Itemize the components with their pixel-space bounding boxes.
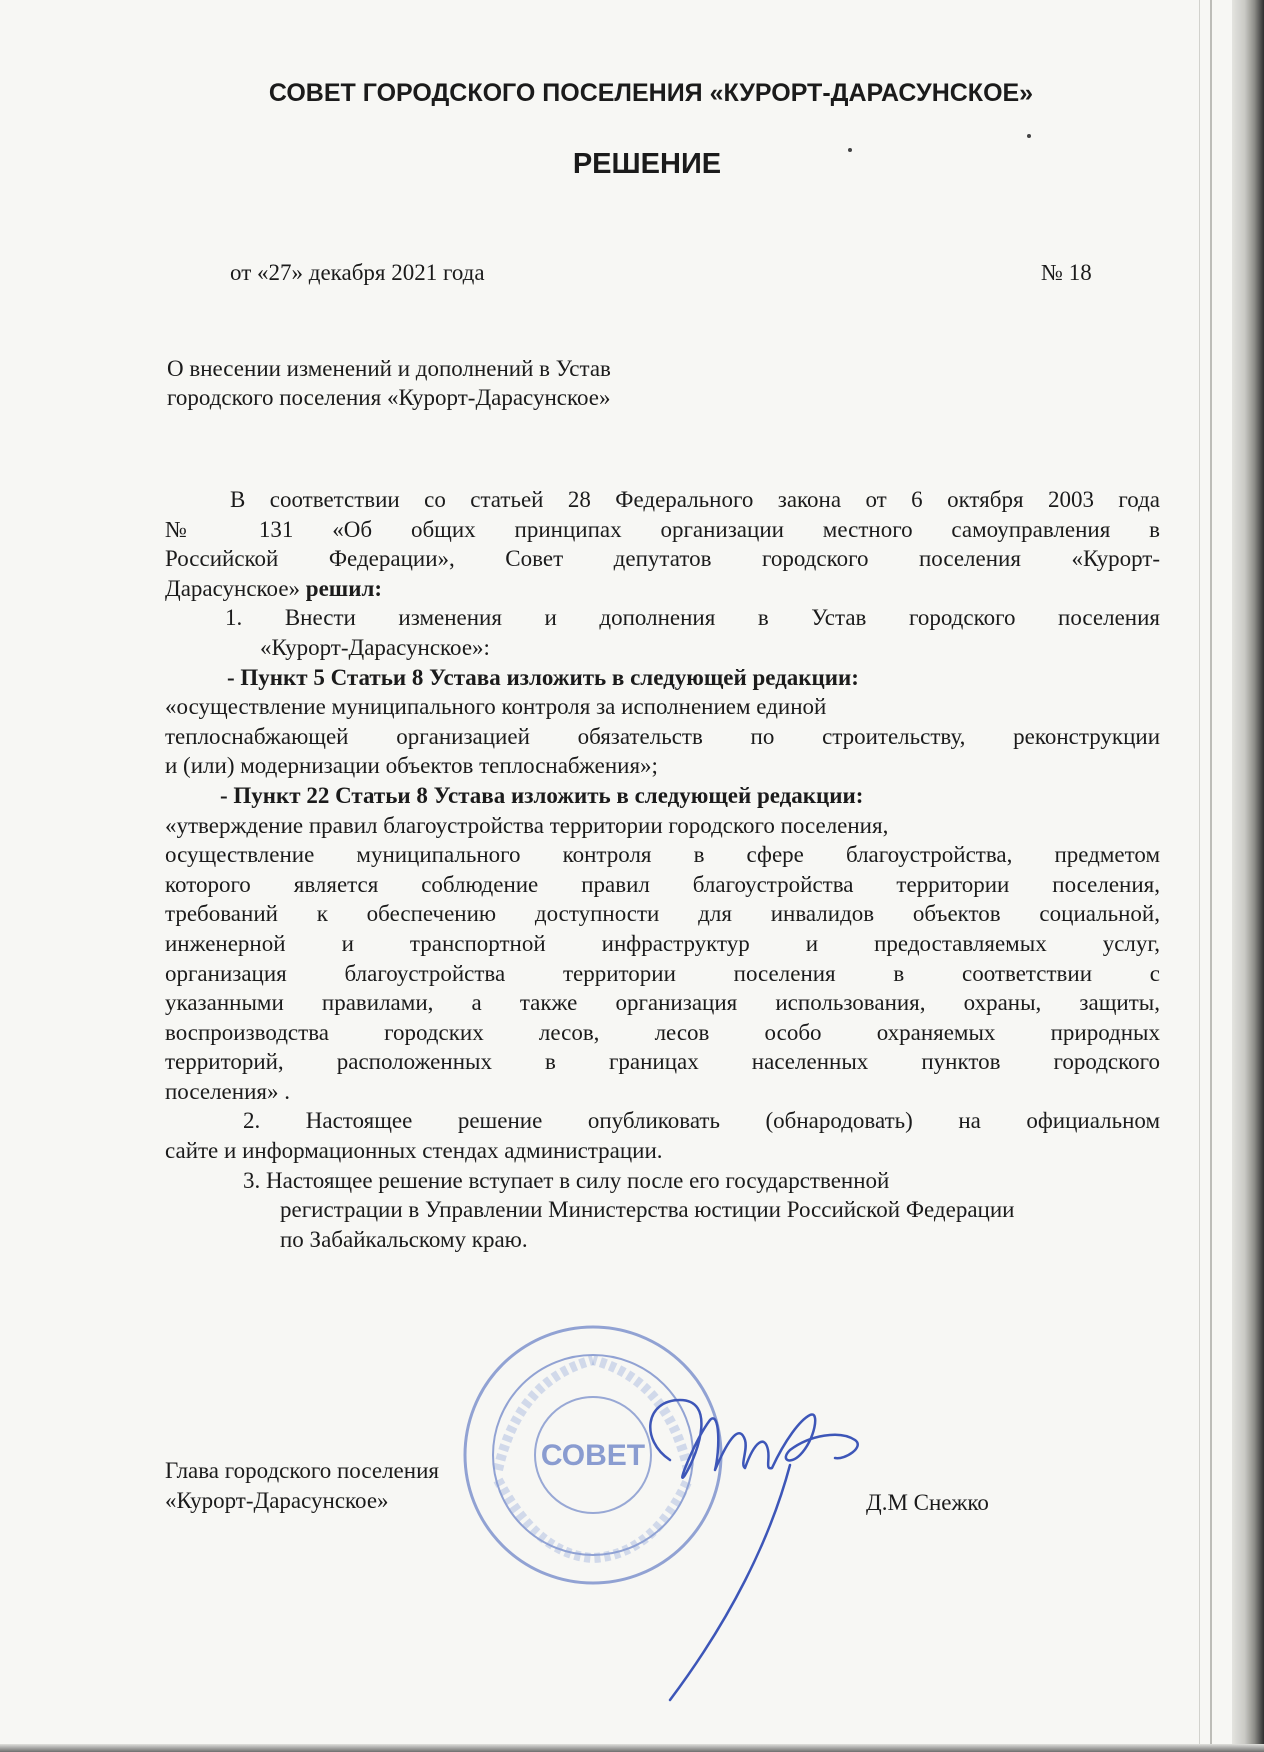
- point-22-line: которого является соблюдение правил благоустройства территории поселения,: [165, 871, 1160, 897]
- stamp-text: СОВЕТ: [540, 1439, 646, 1472]
- page-edge-shadow: [1210, 0, 1212, 1752]
- scan-edge: [1232, 0, 1264, 1752]
- point-5-line: теплоснабжающей организацией обязательств по строительству, реконструкции: [165, 723, 1160, 749]
- point-22-line: инженерной и транспортной инфраструктур и предоставляемых услуг,: [165, 930, 1160, 956]
- point-22-line: воспроизводства городских лесов, лесов особо охраняемых природных: [165, 1019, 1160, 1045]
- signatory-name: Д.М Снежко: [866, 1490, 989, 1515]
- document-subject: [167, 354, 767, 412]
- scan-speck: [1027, 134, 1031, 138]
- point-22-line: территорий, расположенных в границах населенных пунктов городского: [165, 1049, 1160, 1075]
- signatory-title: [165, 1456, 439, 1516]
- point-22-line: организация благоустройства территории поселения в соответствии с: [165, 960, 1160, 986]
- preamble-line: Российской Федерации», Совет депутатов городского поселения «Курорт-: [165, 546, 1160, 572]
- item-1-line: «Курорт-Дарасунское»:: [260, 634, 490, 660]
- document-body: [165, 485, 1160, 1254]
- preamble-line: № 131 «Об общих принципах организации местного самоуправления в: [165, 516, 1160, 542]
- item-2-line: сайте и информационных стендах администрации.: [165, 1138, 663, 1164]
- item-1-line: 1. Внести изменения и дополнения в Устав городского поселения: [225, 605, 1160, 631]
- page-edge-shadow: [1199, 0, 1200, 1752]
- point-22-line: осуществление муниципального контроля в сфере благоустройства, предметом: [165, 842, 1160, 868]
- point-22-line: указанными правилами, а также организация использования, охраны, защиты,: [165, 990, 1160, 1016]
- point-22-line: поселения» .: [165, 1078, 290, 1104]
- item-2-line: 2. Настоящее решение опубликовать (обнародовать) на официальном: [243, 1108, 1160, 1134]
- point-22-line: «утверждение правил благоустройства территории городского поселения,: [165, 812, 889, 838]
- document-type: РЕШЕНИЕ: [572, 148, 722, 180]
- item-3-line: регистрации в Управлении Министерства юстиции Российской Федерации: [280, 1197, 1015, 1223]
- handwritten-signature: [640, 1380, 900, 1710]
- resolved-word: решил:: [305, 575, 383, 601]
- item-3-line: по Забайкальскому краю.: [280, 1226, 528, 1252]
- subject-line: городского поселения «Курорт-Дарасунское»: [167, 385, 611, 410]
- item-3-line: 3. Настоящее решение вступает в силу после его государственной: [243, 1167, 890, 1193]
- preamble-text: Дарасунское»: [165, 575, 306, 601]
- subject-line: О внесении изменений и дополнений в Устав: [167, 356, 611, 381]
- signatory-title-line: «Курорт-Дарасунское»: [165, 1488, 389, 1513]
- document-date: от «27» декабря 2021 года: [230, 260, 485, 285]
- point-22-line: требований к обеспечению доступности для инвалидов объектов социальной,: [165, 901, 1160, 927]
- signatory-title-line: Глава городского поселения: [165, 1458, 439, 1483]
- scan-edge-bottom: [0, 1744, 1264, 1752]
- point-5-line: и (или) модернизации объектов теплоснабжения»;: [165, 753, 658, 779]
- point-22-heading: - Пункт 22 Статьи 8 Устава изложить в следующей редакции:: [220, 782, 864, 808]
- council-title: СОВЕТ ГОРОДСКОГО ПОСЕЛЕНИЯ «КУРОРТ-ДАРАСУНСКОЕ»: [268, 79, 1034, 107]
- point-5-line: «осуществление муниципального контроля за исполнением единой: [165, 694, 827, 720]
- preamble-line: В соответствии со статьей 28 Федерального закона от 6 октября 2003 года: [230, 487, 1160, 512]
- point-5-heading: - Пункт 5 Статьи 8 Устава изложить в следующей редакции:: [227, 664, 859, 690]
- document-number: № 18: [1041, 260, 1092, 285]
- preamble-line: [165, 574, 1160, 604]
